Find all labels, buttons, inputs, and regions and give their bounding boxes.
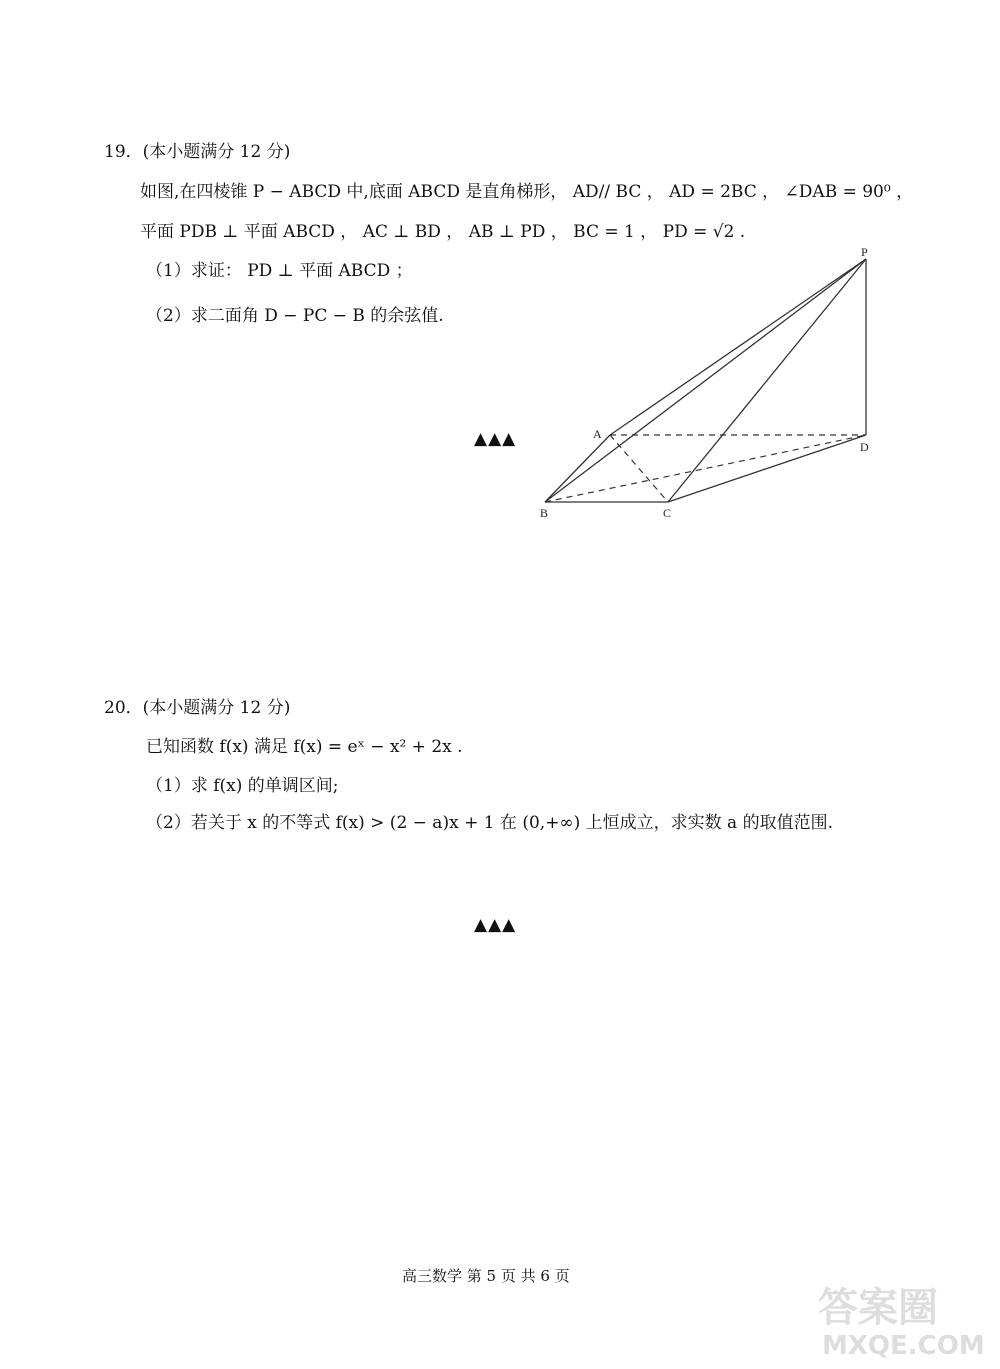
q19-part1: （1）求证： PD ⊥ 平面 ABCD ；	[146, 261, 413, 281]
edge-pa	[610, 259, 866, 435]
edge-ab	[545, 435, 610, 502]
edge-pb	[545, 259, 866, 502]
vertex-label-c: C	[663, 506, 672, 520]
page-footer: 高三数学 第 5 页 共 6 页	[402, 1267, 570, 1285]
watermark-url: MXQE.COM	[822, 1331, 985, 1361]
watermark-logo: 答案圈	[818, 1285, 938, 1331]
edge-pc	[668, 259, 866, 502]
q20-stem: 已知函数 f(x) 满足 f(x) = eˣ − x² + 2x .	[146, 737, 463, 757]
vertex-label-a: A	[593, 427, 602, 441]
q20-title: 20．(本小题满分 12 分)	[104, 698, 291, 718]
edge-ac-hidden	[610, 435, 668, 502]
q20-end-marks: ▲▲▲	[474, 915, 517, 935]
vertex-label-p: P	[861, 245, 868, 259]
q19-title: 19．(本小题满分 12 分)	[104, 142, 291, 162]
edge-cd	[668, 435, 866, 502]
q19-stem-line1: 如图,在四棱锥 P − ABCD 中,底面 ABCD 是直角梯形， AD// BC ， AD = 2BC ， ∠DAB = 90⁰ ，	[140, 182, 914, 202]
vertex-label-b: B	[540, 506, 549, 520]
q20-part2: （2）若关于 x 的不等式 f(x) > (2 − a)x + 1 在 (0,+∞) 上恒成立，求实数 a 的取值范围.	[146, 813, 833, 833]
q19-part2: （2）求二面角 D − PC − B 的余弦值.	[146, 306, 444, 326]
vertex-label-d: D	[860, 440, 869, 454]
q19-end-marks: ▲▲▲	[474, 429, 517, 449]
pyramid-figure	[530, 240, 890, 530]
q19-stem-line2: 平面 PDB ⊥ 平面 ABCD ， AC ⊥ BD ， AB ⊥ PD ， BC = 1 ， PD = √2 .	[140, 222, 746, 242]
edge-bd-hidden	[545, 435, 866, 502]
q20-part1: （1）求 f(x) 的单调区间;	[146, 776, 339, 796]
